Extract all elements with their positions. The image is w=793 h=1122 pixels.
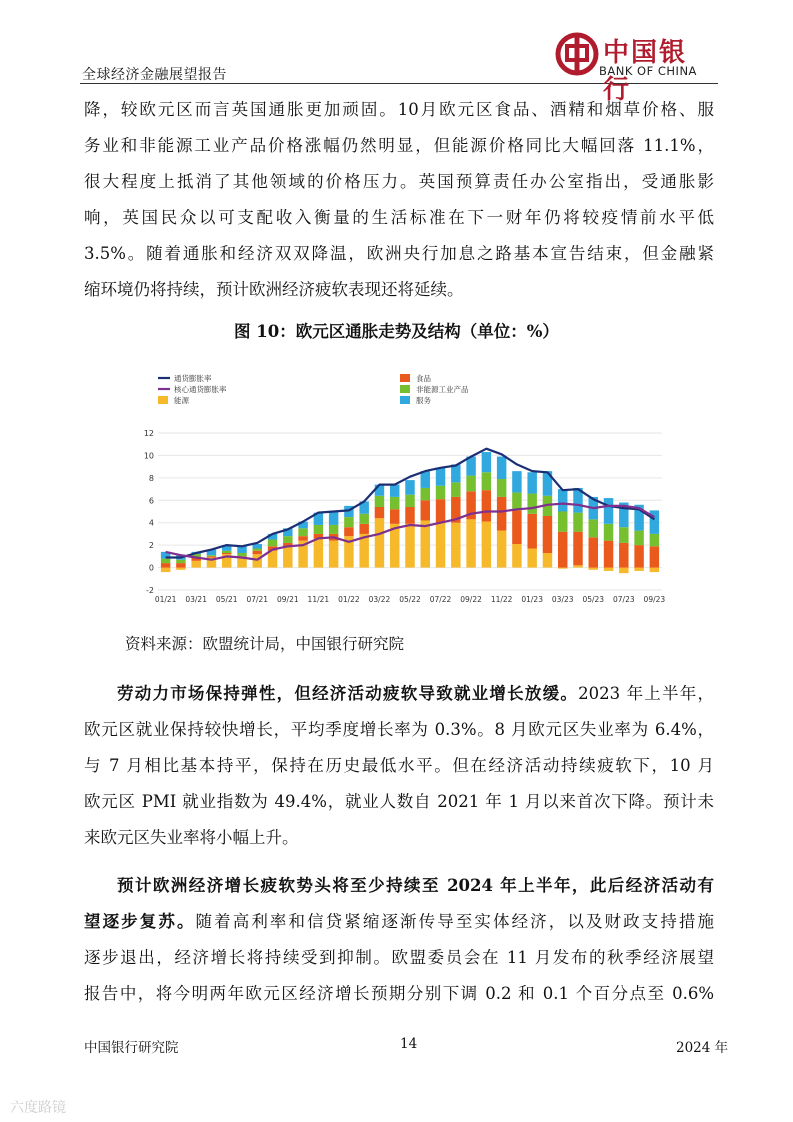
bar-非能源工业产品 [589, 519, 598, 537]
watermark: 六度路镜 [10, 1100, 66, 1116]
bar-非能源工业产品 [650, 534, 659, 546]
bar-非能源工业产品 [634, 531, 643, 546]
bar-食品 [589, 537, 598, 567]
bar-能源 [283, 547, 292, 567]
bar-非能源工业产品 [222, 551, 231, 553]
bar-非能源工业产品 [314, 525, 323, 534]
bar-能源 [375, 518, 384, 567]
bar-能源 [161, 568, 170, 572]
bar-能源 [650, 568, 659, 572]
bar-非能源工业产品 [573, 513, 582, 532]
paragraph-outlook [84, 868, 714, 1012]
bar-食品 [634, 545, 643, 567]
bar-能源 [527, 549, 536, 568]
text-line: 3.5%。随着通胀和经济双双降温，欧洲央行加息之路基本宣告结束，但金融紧 [84, 244, 714, 263]
bar-能源 [191, 561, 200, 568]
y-tick-label: 0 [148, 563, 154, 573]
bar-能源 [558, 568, 567, 569]
bar-能源 [268, 551, 277, 568]
bar-食品 [390, 509, 399, 524]
bar-食品 [222, 553, 231, 554]
x-tick-label: 03/23 [551, 595, 574, 604]
bar-食品 [619, 543, 628, 568]
bar-食品 [405, 507, 414, 524]
text-line: 来欧元区失业率将小幅上升。 [84, 828, 299, 847]
bar-食品 [161, 563, 170, 567]
bar-非能源工业产品 [451, 482, 460, 497]
bar-能源 [573, 565, 582, 567]
bar-能源 [543, 553, 552, 568]
bar-能源 [421, 520, 430, 567]
x-tick-label: 05/21 [215, 595, 238, 604]
legend-swatch-食品 [400, 374, 410, 382]
bar-食品 [482, 490, 491, 521]
logo-english-text: BANK OF CHINA [599, 64, 697, 78]
legend-swatch-非能源工业产品 [400, 385, 410, 393]
legend-label: 通货膨胀率 [174, 374, 212, 383]
text-line: 欧元区就业保持较快增长，平均季度增长率为 0.3%。8 月欧元区失业率为 6.4%， [84, 720, 714, 739]
bar-非能源工业产品 [482, 472, 491, 490]
y-tick-label: -2 [146, 586, 154, 595]
x-tick-label: 05/22 [399, 595, 421, 604]
bar-非能源工业产品 [375, 496, 384, 507]
bar-非能源工业产品 [466, 476, 475, 492]
x-tick-label: 07/23 [613, 595, 635, 604]
bar-服务 [604, 498, 613, 524]
x-tick-label: 03/22 [368, 595, 391, 604]
x-tick-label: 11/22 [490, 595, 513, 604]
legend-swatch-服务 [400, 396, 410, 404]
bar-非能源工业产品 [176, 560, 185, 563]
bar-食品 [527, 514, 536, 549]
x-tick-label: 09/23 [643, 595, 666, 604]
y-tick-label: 12 [143, 429, 154, 438]
bar-服务 [512, 471, 521, 492]
bar-非能源工业产品 [421, 488, 430, 500]
text-line: 很大程度上抵消了其他领域的价格压力。英国预算责任办公室指出，受通胀影 [84, 172, 714, 191]
text-line: 欧元区 PMI 就业指数为 49.4%，就业人数自 2021 年 1 月以来首次下降。预计未 [84, 792, 714, 811]
bar-食品 [650, 546, 659, 567]
x-tick-label: 05/23 [582, 595, 605, 604]
bar-非能源工业产品 [512, 492, 521, 510]
bar-能源 [253, 554, 262, 567]
bar-非能源工业产品 [344, 517, 353, 527]
bar-服务 [436, 468, 445, 486]
bar-非能源工业产品 [619, 527, 628, 543]
inflation-chart [143, 370, 670, 608]
paragraph-inflation [84, 92, 714, 308]
y-tick-label: 8 [148, 473, 154, 483]
bar-非能源工业产品 [405, 495, 414, 507]
x-tick-label: 07/21 [246, 595, 269, 604]
bar-非能源工业产品 [497, 479, 506, 497]
bar-能源 [314, 538, 323, 567]
bar-能源 [405, 524, 414, 568]
bar-非能源工业产品 [161, 559, 170, 563]
bar-服务 [421, 471, 430, 488]
bar-能源 [329, 541, 338, 568]
paragraph-lead: 预计欧洲经济增长疲软势头将至少持续至 2024 年上半年，此后经济活动有 [117, 876, 714, 895]
bar-非能源工业产品 [283, 536, 292, 543]
text-line: 响，英国民众以可支配收入衡量的生活标准在下一财年仍将较疫情前水平低 [84, 208, 714, 227]
bar-非能源工业产品 [436, 486, 445, 499]
bar-食品 [497, 497, 506, 531]
bar-食品 [207, 556, 216, 557]
bar-服务 [497, 457, 506, 479]
x-tick-label: 11/21 [307, 595, 330, 604]
text-line: 缩环境仍将持续，预计欧洲经济疲软表现还将延续。 [84, 280, 464, 299]
legend-label: 核心通货膨胀率 [174, 385, 227, 394]
y-tick-label: 4 [148, 518, 154, 528]
bar-食品 [298, 536, 307, 540]
figure-title: 图 10：欧元区通胀走势及结构（单位：%） [234, 322, 559, 341]
bar-食品 [436, 499, 445, 523]
bar-能源 [176, 568, 185, 570]
bar-能源 [482, 522, 491, 568]
text-line: 逐步退出，经济增长将持续受到抑制。欧盟委员会在 11 月发布的秋季经济展望 [84, 948, 714, 967]
bar-食品 [344, 527, 353, 536]
footer-year: 2024 年 [676, 1040, 729, 1056]
bar-食品 [253, 551, 262, 554]
bar-食品 [359, 524, 368, 534]
bar-食品 [176, 563, 185, 567]
legend-label: 非能源工业产品 [416, 385, 469, 394]
x-tick-label: 01/22 [338, 595, 360, 604]
bar-非能源工业产品 [268, 540, 277, 547]
bar-食品 [558, 532, 567, 568]
text-line: 报告中，将今明两年欧元区经济增长预期分别下调 0.2 和 0.1 个百分点至 0.6% [84, 984, 714, 1003]
bank-of-china-emblem-icon [555, 32, 599, 76]
bar-非能源工业产品 [604, 524, 613, 541]
paragraph-lead: 劳动力市场保持弹性，但经济活动疲软导致就业增长放缓。 [117, 684, 579, 703]
text-line: 降，较欧元区而言英国通胀更加顽固。10月欧元区食品、酒精和烟草价格、服 [84, 100, 714, 119]
bar-能源 [466, 519, 475, 567]
bar-能源 [436, 523, 445, 568]
footer-institution: 中国银行研究院 [84, 1040, 179, 1056]
logo-chinese-text: 中国银行 [603, 38, 688, 105]
bar-能源 [589, 568, 598, 570]
bar-非能源工业产品 [253, 549, 262, 551]
text-line [84, 904, 714, 940]
legend-label: 能源 [174, 396, 189, 405]
bar-食品 [421, 500, 430, 520]
bar-服务 [390, 485, 399, 497]
x-tick-label: 01/21 [154, 595, 177, 604]
bar-非能源工业产品 [329, 525, 338, 534]
bar-能源 [451, 523, 460, 568]
bar-服务 [405, 480, 414, 495]
page-number: 14 [400, 1036, 418, 1052]
text-line: 务业和非能源工业产品价格涨幅仍然明显，但能源价格同比大幅回落 11.1%， [84, 136, 714, 155]
text-line: 与 7 月相比基本持平，保持在历史最低水平。但在经济活动持续疲软下，10 月 [84, 756, 714, 775]
bar-服务 [527, 472, 536, 493]
bar-能源 [497, 531, 506, 568]
x-tick-label: 09/21 [277, 595, 299, 604]
figure-source: 资料来源：欧盟统计局，中国银行研究院 [125, 635, 405, 653]
bar-服务 [329, 512, 338, 525]
bar-食品 [573, 532, 582, 566]
paragraph-labour [84, 676, 714, 856]
legend-label: 食品 [416, 374, 431, 383]
text-span: 随着高利率和信贷紧缩逐渐传导至实体经济，以及财政支持措施 [195, 912, 715, 931]
y-tick-label: 2 [148, 541, 154, 551]
bar-能源 [619, 568, 628, 574]
bank-logo [553, 30, 713, 105]
bar-非能源工业产品 [390, 497, 399, 509]
y-tick-label: 6 [148, 496, 154, 506]
x-tick-label: 09/22 [460, 595, 482, 604]
x-tick-label: 07/22 [429, 595, 452, 604]
bar-食品 [604, 541, 613, 568]
legend-swatch-能源 [158, 396, 168, 404]
bar-服务 [482, 452, 491, 472]
bar-非能源工业产品 [237, 553, 246, 556]
bar-能源 [512, 544, 521, 568]
legend-label: 服务 [416, 396, 431, 405]
bar-能源 [634, 568, 643, 571]
bar-服务 [558, 489, 567, 511]
y-tick-label: 10 [143, 451, 154, 461]
text-line [84, 676, 714, 712]
bar-食品 [512, 510, 521, 544]
bar-能源 [604, 568, 613, 571]
report-title: 全球经济金融展望报告 [82, 67, 227, 83]
bar-非能源工业产品 [207, 555, 216, 556]
text-span: 2023 年上半年， [578, 684, 714, 703]
paragraph-lead-end: 望逐步复苏。 [84, 912, 196, 931]
bar-食品 [375, 507, 384, 518]
x-tick-label: 01/23 [521, 595, 543, 604]
bar-非能源工业产品 [359, 514, 368, 524]
bar-非能源工业产品 [558, 512, 567, 532]
bar-非能源工业产品 [298, 528, 307, 536]
x-tick-label: 03/21 [185, 595, 207, 604]
bar-食品 [543, 516, 552, 553]
bar-非能源工业产品 [527, 494, 536, 514]
